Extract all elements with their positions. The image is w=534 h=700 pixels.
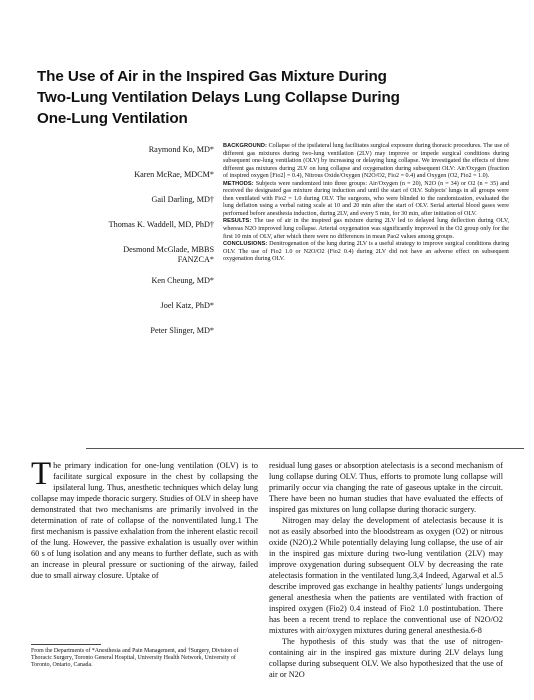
author: Desmond McGlade, MBBS FANZCA*: [123, 245, 214, 264]
author: Ken Cheung, MD*: [151, 276, 214, 285]
abstract: [223, 143, 509, 264]
section-divider: [86, 448, 524, 449]
author: Raymond Ko, MD*: [148, 145, 214, 154]
title-line: The Use of Air in the Inspired Gas Mixture During: [37, 68, 387, 85]
author: Karen McRae, MDCM*: [134, 170, 214, 179]
abstract-background: [223, 143, 509, 181]
abstract-label: BACKGROUND:: [223, 143, 267, 149]
abstract-text: Subjects were randomized into three groups: Air/Oxygen (n = 20), N2O (n = 34) or O2 (n = 35) and received the designated gas mixture during induction and until the start of OLV. Subjects' lungs in all groups were then ventilated with Fio2 = 1.0 during OLV. The surgeons, who were blinded to the randomization, evaluated the lung deflation using a verbal rating scale at 10 and 20 min after the start of OLV. Serial arterial blood gases were performed before anesthesia induction, during 2LV, and every 5 min, for 30 min, after initiation of OLV.: [223, 180, 509, 217]
body-paragraph: Nitrogen may delay the development of atelectasis because it is not as easily absorbed into the bloodstream as oxygen (O2) or nitrous oxide (N2O).2 While potentially delaying lung collapse, the use of air in the inspired gas mixture during two-lung ventilation (2LV) may improve oxygenation during subsequent OLV by decreasing the rate atelectasis formation in the ventilated lung.3,4 Indeed, Agarwal et al.5 describe improved gas exchange in healthy patients' lungs undergoing general anesthesia when the patients are ventilated with fraction of inspired oxygen (Fio2) 0.4 instead of Fio2 1.0 postintubation. There has been a recent trend to replace the conventional use of N2O/O2 mixtures with air/oxygen mixtures during general anesthesia.6-8: [269, 516, 503, 635]
body-column-left: [31, 456, 258, 581]
author-list: [90, 145, 214, 351]
abstract-methods: [223, 181, 509, 219]
abstract-conclusions: [223, 241, 509, 264]
author: Thomas K. Waddell, MD, PhD†: [108, 220, 214, 229]
affiliation-footnote: From the Departments of *Anesthesia and Pain Management, and †Surgery, Division of Thoracic Surgery, Toronto General Hospital, University Health Network, University of Toronto, Ontario, Canada.: [31, 648, 239, 669]
author: Joel Katz, PhD*: [160, 301, 214, 310]
body-column-right: [269, 460, 503, 680]
author: Peter Slinger, MD*: [150, 326, 214, 335]
body-paragraph: The hypothesis of this study was that the use of nitrogen-containing air in the inspired gas mixture during 2LV delays lung collapse during subsequent OLV. We also hypothesized that the use of air or N2O: [269, 637, 503, 679]
abstract-text: Denitrogenation of the lung during 2LV is a useful strategy to improve surgical conditions during OLV. The use of Fio2 1.0 or N2O/O2 (Fio2 0.4) during 2LV did not have an adverse effect on subsequent oxygenation during OLV.: [223, 241, 509, 263]
body-paragraph: residual lung gases or absorption atelectasis is a second mechanism of lung collapse during OLV. Thus, efforts to promote lung collapse will primarily occur via changing the rate of gaseous uptake in the circuit. There have been no human studies that have evaluated the effects of inspired gas mixtures on lung collapse during thoracic surgery.: [269, 461, 503, 514]
paragraph-text: he primary indication for one-lung ventilation (OLV) is to facilitate surgical exposure in the chest by collapsing the ipsilateral lung. Thus, anesthetic techniques which delay lung collapse may impede thoracic surgery. Studies of OLV in sheep have demonstrated that two mechanisms are primarily involved in the determination of rate of collapse of the nonventilated lung.1 The first mechanism is passive exhalation from the inherent elastic recoil of the lung. However, the passive exhalation is usually over within 60 s of lung isolation and any means to further deflate, such as with an increase in pleural pressure or suctioning of the airway, failed due to small airway closure. Uptake of: [31, 461, 258, 580]
title-line: One-Lung Ventilation: [37, 110, 188, 127]
author: Gail Darling, MD†: [151, 195, 214, 204]
abstract-text: The use of air in the inspired gas mixture during 2LV led to delayed lung deflection during OLV, whereas N2O improved lung collapse. Arterial oxygenation was significantly improved in the O2 group only for the first 10 min of OLV, after which there were no differences in mean Pao2 values among groups.: [223, 218, 509, 240]
drop-cap: T: [31, 456, 52, 492]
abstract-results: [223, 218, 509, 241]
body-paragraph: [31, 456, 258, 581]
footnote-divider: [31, 644, 101, 645]
abstract-label: RESULTS:: [223, 218, 252, 225]
abstract-label: METHODS:: [223, 180, 254, 187]
title-line: Two-Lung Ventilation Delays Lung Collapse During: [37, 89, 400, 106]
abstract-label: CONCLUSIONS:: [223, 241, 268, 248]
abstract-text: Collapse of the ipsilateral lung facilitates surgical exposure during thoracic procedures. The use of different gas mixtures during two-lung ventilation (2LV) may improve or impede surgical conditions during subsequent one-lung ventilation (OLV) by increasing or delaying lung collapse. We investigated the effects of three different gas mixtures during 2LV on lung collapse and oxygenation during subsequent OLV: Air/Oxygen (fraction of inspired oxygen [Fio2] = 0.4), Nitrous Oxide/Oxygen (N2O/O2, Fio2 = 0.4) and Oxygen (O2, Fio2 = 1.0).: [223, 143, 509, 180]
article-title: [37, 66, 507, 129]
